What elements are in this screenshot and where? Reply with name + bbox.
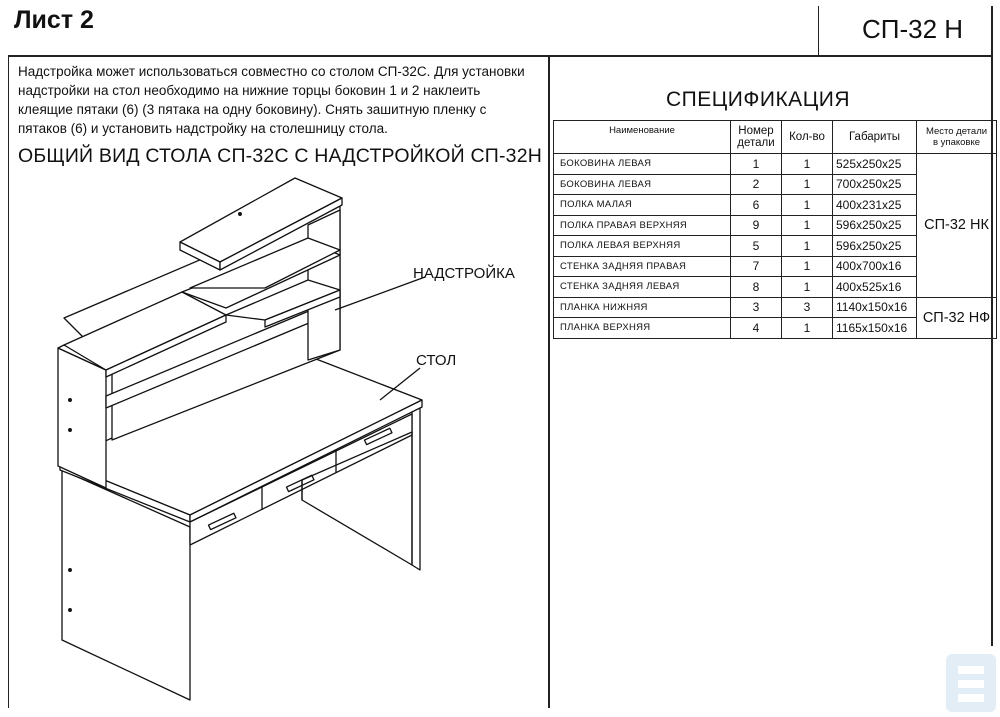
spec-table [553,120,997,339]
part-name: БОКОВИНА ЛЕВАЯ [554,154,731,175]
part-qty: 1 [782,318,833,339]
spec-title: СПЕЦИФИКАЦИЯ [666,88,850,111]
part-name: ПОЛКА МАЛАЯ [554,195,731,216]
part-qty: 1 [782,277,833,298]
part-dims: 525х250х25 [833,154,917,175]
part-name: ПЛАНКА НИЖНЯЯ [554,297,731,318]
header-location-line2: в упаковке [932,137,980,148]
part-dims: 1140х150х16 [833,297,917,318]
part-number: 1 [731,154,782,175]
part-name: БОКОВИНА ЛЕВАЯ [554,174,731,195]
part-qty: 1 [782,174,833,195]
part-number: 7 [731,256,782,277]
part-number: 2 [731,174,782,195]
part-dims: 596х250х25 [833,215,917,236]
part-dims: 400х231х25 [833,195,917,216]
header-divider [818,6,819,56]
part-number: 4 [731,318,782,339]
part-dims: 596х250х25 [833,236,917,257]
part-number: 3 [731,297,782,318]
part-number: 5 [731,236,782,257]
part-name: ПОЛКА ЛЕВАЯ ВЕРХНЯЯ [554,236,731,257]
header-number-line1: Номер [738,125,774,137]
header-number [731,121,782,154]
part-qty: 1 [782,215,833,236]
header-number-line2: детали [737,137,775,149]
column-divider [548,56,550,708]
watermark-logo [944,652,998,714]
part-qty: 1 [782,256,833,277]
header-qty: Кол-во [782,121,833,154]
sheet-title: Лист 2 [14,6,94,34]
part-number: 6 [731,195,782,216]
assembly-instructions [18,62,546,138]
part-qty: 1 [782,195,833,216]
desk-drawing [40,170,520,710]
part-qty: 1 [782,236,833,257]
instruction-line: надстройки на стол необходимо на нижние торцы боковин 1 и 2 наклеить [18,83,481,98]
desk-right-leg [412,400,420,570]
part-name: СТЕНКА ЗАДНЯЯ ЛЕВАЯ [554,277,731,298]
part-number: 9 [731,215,782,236]
package-location-nk: СП-32 НК [917,154,997,298]
instruction-line: Надстройка может использоваться совместно со столом СП-32С. Для установки [18,64,525,79]
part-qty: 3 [782,297,833,318]
header-name: Наименование [554,121,731,154]
left-border [8,56,9,708]
header-location-line1: Место детали [925,126,988,137]
leader-line-superstructure [335,277,425,310]
header-dims: Габариты [833,121,917,154]
product-code: СП-32 Н [862,14,964,44]
instruction-line: пятаков (6) и установить надстройку на столешницу стола. [18,121,388,136]
header-location [917,121,997,154]
part-dims: 1165х150х16 [833,318,917,339]
instruction-line: клеящие пятаки (6) (3 пятака на одну боковину). Снять зашитную пленку с [18,102,487,117]
part-qty: 1 [782,154,833,175]
spec-row [554,154,997,175]
superstructure-left-side [58,348,106,488]
part-dims: 400х525х16 [833,277,917,298]
part-dims: 700х250х25 [833,174,917,195]
view-title: ОБЩИЙ ВИД СТОЛА СП-32С С НАДСТРОЙКОЙ СП-32Н [18,145,543,167]
spec-header-row [554,121,997,154]
part-dims: 400х700х16 [833,256,917,277]
part-name: ПЛАНКА ВЕРХНЯЯ [554,318,731,339]
label-table: СТОЛ [416,352,457,369]
spec-row [554,297,997,318]
part-name: ПОЛКА ПРАВАЯ ВЕРХНЯЯ [554,215,731,236]
label-superstructure: НАДСТРОЙКА [413,265,515,282]
part-number: 8 [731,277,782,298]
part-name: СТЕНКА ЗАДНЯЯ ПРАВАЯ [554,256,731,277]
header-rule [8,55,992,57]
package-location-nf: СП-32 НФ [917,297,997,338]
